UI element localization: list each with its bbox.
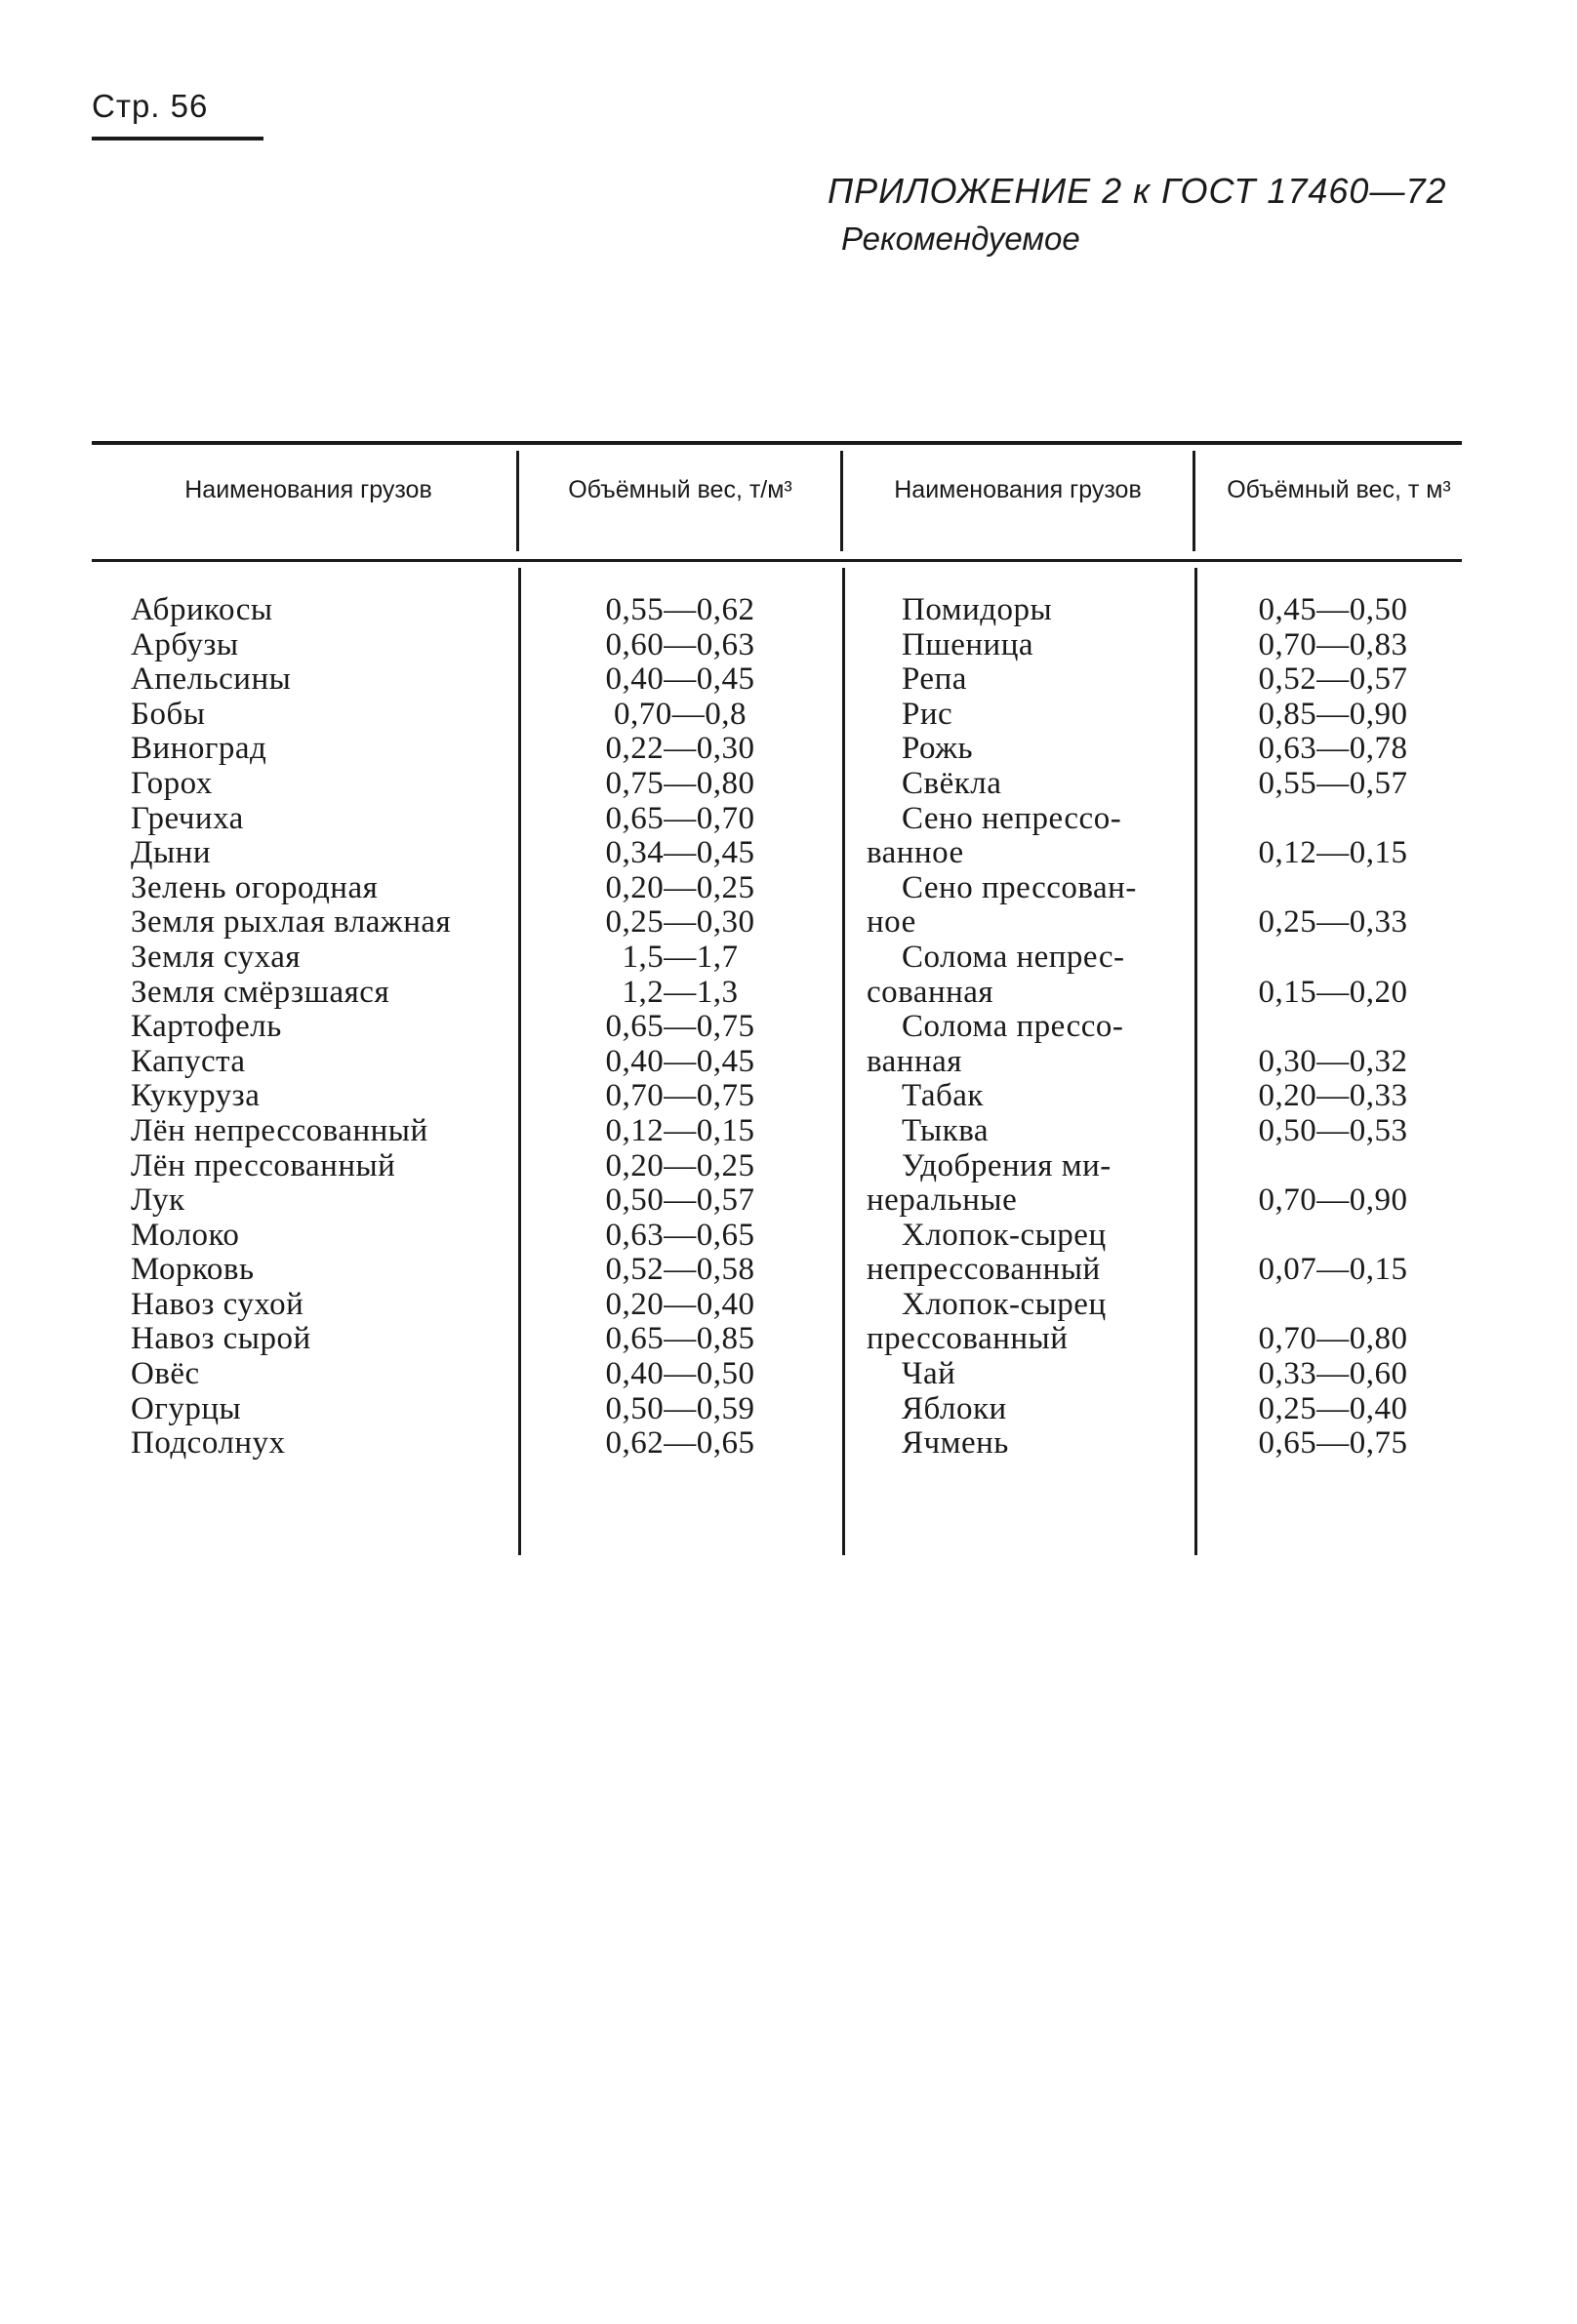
density-value: 0,12—0,15	[605, 1112, 755, 1148]
header-cargo-name-right: Наименования грузов	[894, 476, 1142, 503]
cargo-name: Виноград	[131, 731, 267, 767]
density-value: 0,65—0,70	[605, 800, 755, 836]
cargo-name: Рожь	[902, 731, 974, 767]
cargo-name: Земля смёрзшаяся	[131, 974, 390, 1010]
cargo-name: Овёс	[131, 1356, 200, 1392]
cargo-name: Табак	[902, 1078, 984, 1114]
density-value	[1196, 1219, 1470, 1254]
cargo-name: непрессованный	[867, 1252, 1101, 1288]
cargo-name: Огурцы	[131, 1390, 242, 1426]
density-value: 0,50—0,53	[1258, 1112, 1408, 1148]
cargo-name: неральные	[867, 1182, 1018, 1219]
cargo-name: Зелень огородная	[131, 869, 379, 905]
density-value: 0,20—0,33	[1258, 1078, 1408, 1114]
density-value: 0,25—0,30	[605, 904, 755, 941]
page-number-underline	[92, 137, 263, 140]
page-number: Стр. 56	[92, 88, 209, 124]
header-divider	[1193, 451, 1195, 551]
density-value: 0,60—0,63	[605, 626, 755, 662]
cargo-name: Картофель	[131, 1009, 282, 1045]
density-value	[1196, 1149, 1470, 1184]
cargo-name: Чай	[902, 1356, 956, 1392]
density-value: 0,85—0,90	[1258, 696, 1408, 732]
header-density-right: Объёмный вес, т м³	[1227, 476, 1451, 503]
density-value: 0,75—0,80	[605, 765, 755, 801]
cargo-name: Сено непрессо-	[902, 800, 1122, 836]
density-value: 0,50—0,57	[605, 1182, 755, 1219]
density-value: 0,70—0,90	[1258, 1182, 1408, 1219]
density-value: 0,63—0,78	[1258, 731, 1408, 767]
density-value: 0,65—0,85	[605, 1321, 755, 1357]
density-value: 0,52—0,58	[605, 1252, 755, 1288]
density-value: 0,70—0,83	[1258, 626, 1408, 662]
cargo-name: Земля сухая	[131, 939, 302, 975]
density-value: 0,70—0,8	[614, 696, 747, 732]
table-header-rule	[92, 559, 1462, 562]
cargo-name: Морковь	[131, 1252, 255, 1288]
cargo-name: Пшеница	[902, 626, 1034, 662]
density-value: 0,12—0,15	[1258, 835, 1408, 871]
cargo-name: Рис	[902, 696, 953, 732]
appendix-title: ПРИЛОЖЕНИЕ 2 к ГОСТ 17460—72	[828, 171, 1447, 211]
cargo-name: прессованный	[867, 1321, 1069, 1357]
density-values-left-column	[521, 593, 839, 1462]
cargo-name: Хлопок-сырец	[902, 1286, 1107, 1322]
header-divider	[516, 451, 519, 551]
density-value: 0,55—0,57	[1258, 765, 1408, 801]
density-values-right-column	[1196, 593, 1470, 1462]
cargo-name: Подсолнух	[131, 1425, 286, 1462]
density-value: 0,65—0,75	[605, 1009, 755, 1045]
cargo-name: Лук	[131, 1182, 185, 1219]
density-value	[1196, 871, 1470, 906]
cargo-name: Лён прессованный	[131, 1147, 396, 1183]
cargo-name: Репа	[902, 661, 967, 698]
density-value: 0,62—0,65	[605, 1425, 755, 1462]
density-value: 0,45—0,50	[1258, 592, 1408, 627]
density-value: 0,22—0,30	[605, 731, 755, 767]
cargo-name: Гречиха	[131, 800, 244, 836]
density-value: 0,15—0,20	[1258, 974, 1408, 1010]
cargo-name: Кукуруза	[131, 1078, 261, 1114]
cargo-name: Тыква	[902, 1112, 990, 1148]
cargo-name: Помидоры	[902, 592, 1053, 627]
density-value	[1196, 802, 1470, 837]
cargo-name: Лён непрессованный	[131, 1112, 428, 1148]
cargo-name: Абрикосы	[131, 592, 273, 627]
cargo-name: Навоз сырой	[131, 1321, 311, 1357]
density-value: 0,55—0,62	[605, 592, 755, 627]
cargo-names-left-column	[131, 593, 451, 1462]
cargo-name: ное	[867, 904, 916, 941]
cargo-name: Капуста	[131, 1043, 246, 1079]
cargo-name: Свёкла	[902, 765, 1002, 801]
density-value	[1196, 941, 1470, 976]
density-value: 0,20—0,40	[605, 1286, 755, 1322]
cargo-name: Молоко	[131, 1217, 240, 1253]
cargo-name: Хлопок-сырец	[902, 1217, 1107, 1253]
cargo-name: Дыни	[131, 835, 212, 871]
density-value	[1196, 1010, 1470, 1045]
cargo-name: Ячмень	[902, 1425, 1009, 1462]
density-value: 0,50—0,59	[605, 1390, 755, 1426]
density-value: 0,40—0,50	[605, 1356, 755, 1392]
density-value: 0,30—0,32	[1258, 1043, 1408, 1079]
density-value: 0,25—0,40	[1258, 1390, 1408, 1426]
cargo-name: сованная	[867, 974, 994, 1010]
density-value: 0,65—0,75	[1258, 1425, 1408, 1462]
cargo-name: Удобрения ми-	[902, 1147, 1112, 1183]
density-value: 0,20—0,25	[605, 869, 755, 905]
density-value: 0,20—0,25	[605, 1147, 755, 1183]
density-value: 0,70—0,75	[605, 1078, 755, 1114]
density-value	[1196, 1288, 1470, 1323]
density-value: 1,2—1,3	[622, 974, 739, 1010]
density-value: 0,40—0,45	[605, 1043, 755, 1079]
density-value: 0,63—0,65	[605, 1217, 755, 1253]
header-divider	[840, 451, 843, 551]
density-value: 0,52—0,57	[1258, 661, 1408, 698]
density-value: 0,70—0,80	[1258, 1321, 1408, 1357]
cargo-name: Бобы	[131, 696, 206, 732]
cargo-name: ванная	[867, 1043, 962, 1079]
cargo-name: Сено прессован-	[902, 869, 1137, 905]
density-value: 1,5—1,7	[622, 939, 739, 975]
header-density-left: Объёмный вес, т/м³	[568, 476, 792, 503]
appendix-subtitle: Рекомендуемое	[841, 220, 1080, 257]
cargo-name: Земля рыхлая влажная	[131, 904, 452, 941]
density-value: 0,25—0,33	[1258, 904, 1408, 941]
cargo-name: Навоз сухой	[131, 1286, 304, 1322]
cargo-name: Апельсины	[131, 661, 292, 698]
cargo-name: ванное	[867, 835, 964, 871]
cargo-name: Яблоки	[902, 1390, 1007, 1426]
density-value: 0,34—0,45	[605, 835, 755, 871]
cargo-name: Арбузы	[131, 626, 239, 662]
header-cargo-name-left: Наименования грузов	[184, 476, 432, 503]
cargo-name: Горох	[131, 765, 213, 801]
density-value: 0,40—0,45	[605, 661, 755, 698]
density-value: 0,07—0,15	[1258, 1252, 1408, 1288]
cargo-names-right-column	[867, 593, 1137, 1462]
density-value: 0,33—0,60	[1258, 1356, 1408, 1392]
cargo-name: Солома непрес-	[902, 939, 1125, 975]
cargo-name: Солома прессо-	[902, 1009, 1124, 1045]
table-top-rule	[92, 441, 1462, 445]
column-divider	[842, 568, 845, 1555]
